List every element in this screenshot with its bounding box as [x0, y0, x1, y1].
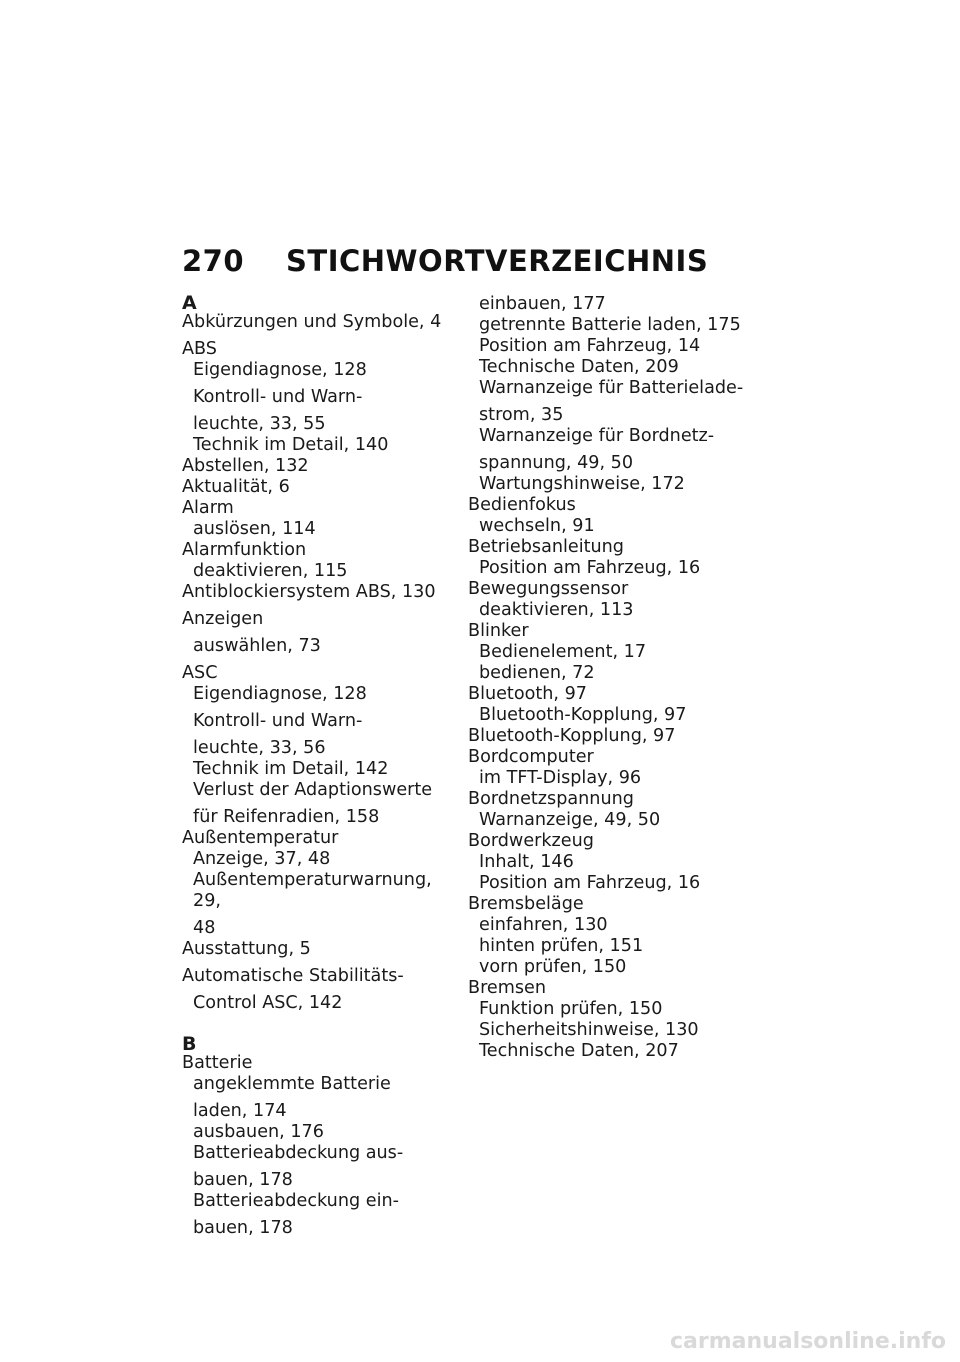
- index-subentry: Batterieabdeckung ein-: [193, 1191, 399, 1211]
- index-subentry: deaktivieren, 113: [479, 600, 634, 620]
- index-entry: Bremsen: [468, 978, 547, 998]
- index-subentry: hinten prüfen, 151: [479, 936, 644, 956]
- index-subentry: Eigendiagnose, 128: [193, 684, 367, 704]
- index-entry: Blinker: [468, 621, 529, 641]
- index-entry: Bordwerkzeug: [468, 831, 594, 851]
- index-subentry: Anzeige, 37, 48: [193, 849, 331, 869]
- index-entry: ABS: [182, 339, 217, 359]
- index-subentry: leuchte, 33, 56: [193, 738, 326, 758]
- index-subentry: Warnanzeige für Bordnetz-: [479, 426, 715, 446]
- index-entry: Bedienfokus: [468, 495, 576, 515]
- index-subentry: Wartungshinweise, 172: [479, 474, 685, 494]
- index-entry: Automatische Stabilitäts-: [182, 966, 404, 986]
- index-subentry: Bedienelement, 17: [479, 642, 647, 662]
- index-entry: Außentemperatur: [182, 828, 339, 848]
- index-subentry: auswählen, 73: [193, 636, 321, 656]
- index-entry: Abstellen, 132: [182, 456, 309, 476]
- index-subentry: Technik im Detail, 140: [193, 435, 389, 455]
- index-subentry: angeklemmte Batterie: [193, 1074, 391, 1094]
- index-subentry: 48: [193, 918, 216, 938]
- index-subentry: Control ASC, 142: [193, 993, 343, 1013]
- index-subentry: Inhalt, 146: [479, 852, 574, 872]
- index-subentry: Position am Fahrzeug, 16: [479, 558, 701, 578]
- index-entry: Betriebsanleitung: [468, 537, 624, 557]
- index-subentry: Eigendiagnose, 128: [193, 360, 367, 380]
- index-column-right: [468, 294, 748, 1062]
- index-entry: Ausstattung, 5: [182, 939, 311, 959]
- index-entry: Bluetooth-Kopplung, 97: [468, 726, 676, 746]
- page-number: 270: [182, 244, 245, 278]
- index-subentry: einfahren, 130: [479, 915, 608, 935]
- index-entry: ASC: [182, 663, 218, 683]
- page-title: STICHWORTVERZEICHNIS: [286, 244, 709, 278]
- index-entry: Bremsbeläge: [468, 894, 584, 914]
- index-entry: Bordnetzspannung: [468, 789, 634, 809]
- index-entry: Alarmfunktion: [182, 540, 307, 560]
- index-subentry: Warnanzeige für Batterielade-: [479, 378, 744, 398]
- index-subentry: laden, 174: [193, 1101, 287, 1121]
- index-subentry: Kontroll- und Warn-: [193, 387, 363, 407]
- page-header: [182, 244, 708, 280]
- index-subentry: Verlust der Adaptionswerte: [193, 780, 433, 800]
- index-subentry: Technik im Detail, 142: [193, 759, 389, 779]
- index-subentry: Bluetooth-Kopplung, 97: [479, 705, 687, 725]
- index-subentry: für Reifenradien, 158: [193, 807, 380, 827]
- index-column-left: [182, 294, 462, 1239]
- index-subentry: Position am Fahrzeug, 16: [479, 873, 701, 893]
- index-subentry: auslösen, 114: [193, 519, 316, 539]
- index-subentry: ausbauen, 176: [193, 1122, 324, 1142]
- index-subentry: bedienen, 72: [479, 663, 595, 683]
- index-entry: Antiblockiersystem ABS, 130: [182, 582, 436, 602]
- index-subentry: Sicherheitshinweise, 130: [479, 1020, 699, 1040]
- index-subentry: leuchte, 33, 55: [193, 414, 326, 434]
- index-subentry: im TFT-Display, 96: [479, 768, 642, 788]
- index-subentry: Position am Fahrzeug, 14: [479, 336, 701, 356]
- index-subentry: spannung, 49, 50: [479, 453, 634, 473]
- index-subentry: Funktion prüfen, 150: [479, 999, 663, 1019]
- index-subentry: Technische Daten, 209: [479, 357, 679, 377]
- index-entry: Bluetooth, 97: [468, 684, 587, 704]
- index-subentry: vorn prüfen, 150: [479, 957, 627, 977]
- index-subentry: Kontroll- und Warn-: [193, 711, 363, 731]
- index-letter-heading: B: [182, 1033, 197, 1055]
- index-entry: Batterie: [182, 1053, 253, 1073]
- index-letter-heading: A: [182, 292, 197, 314]
- index-entry: Aktualität, 6: [182, 477, 290, 497]
- index-subentry: Batterieabdeckung aus-: [193, 1143, 404, 1163]
- watermark: carmanualsonline.info: [670, 1329, 946, 1354]
- index-subentry: bauen, 178: [193, 1218, 293, 1238]
- index-subentry: bauen, 178: [193, 1170, 293, 1190]
- index-subentry: Warnanzeige, 49, 50: [479, 810, 661, 830]
- index-subentry: deaktivieren, 115: [193, 561, 348, 581]
- index-subentry: Technische Daten, 207: [479, 1041, 679, 1061]
- index-entry: Bordcomputer: [468, 747, 594, 767]
- index-entry: Anzeigen: [182, 609, 264, 629]
- index-subentry: getrennte Batterie laden, 175: [479, 315, 741, 335]
- index-entry: Alarm: [182, 498, 234, 518]
- index-subentry: Außentemperaturwarnung, 29,: [193, 870, 432, 911]
- index-subentry: einbauen, 177: [479, 294, 606, 314]
- index-entry: Abkürzungen und Symbole, 4: [182, 312, 442, 332]
- index-entry: Bewegungssensor: [468, 579, 629, 599]
- index-subentry: wechseln, 91: [479, 516, 595, 536]
- index-subentry: strom, 35: [479, 405, 564, 425]
